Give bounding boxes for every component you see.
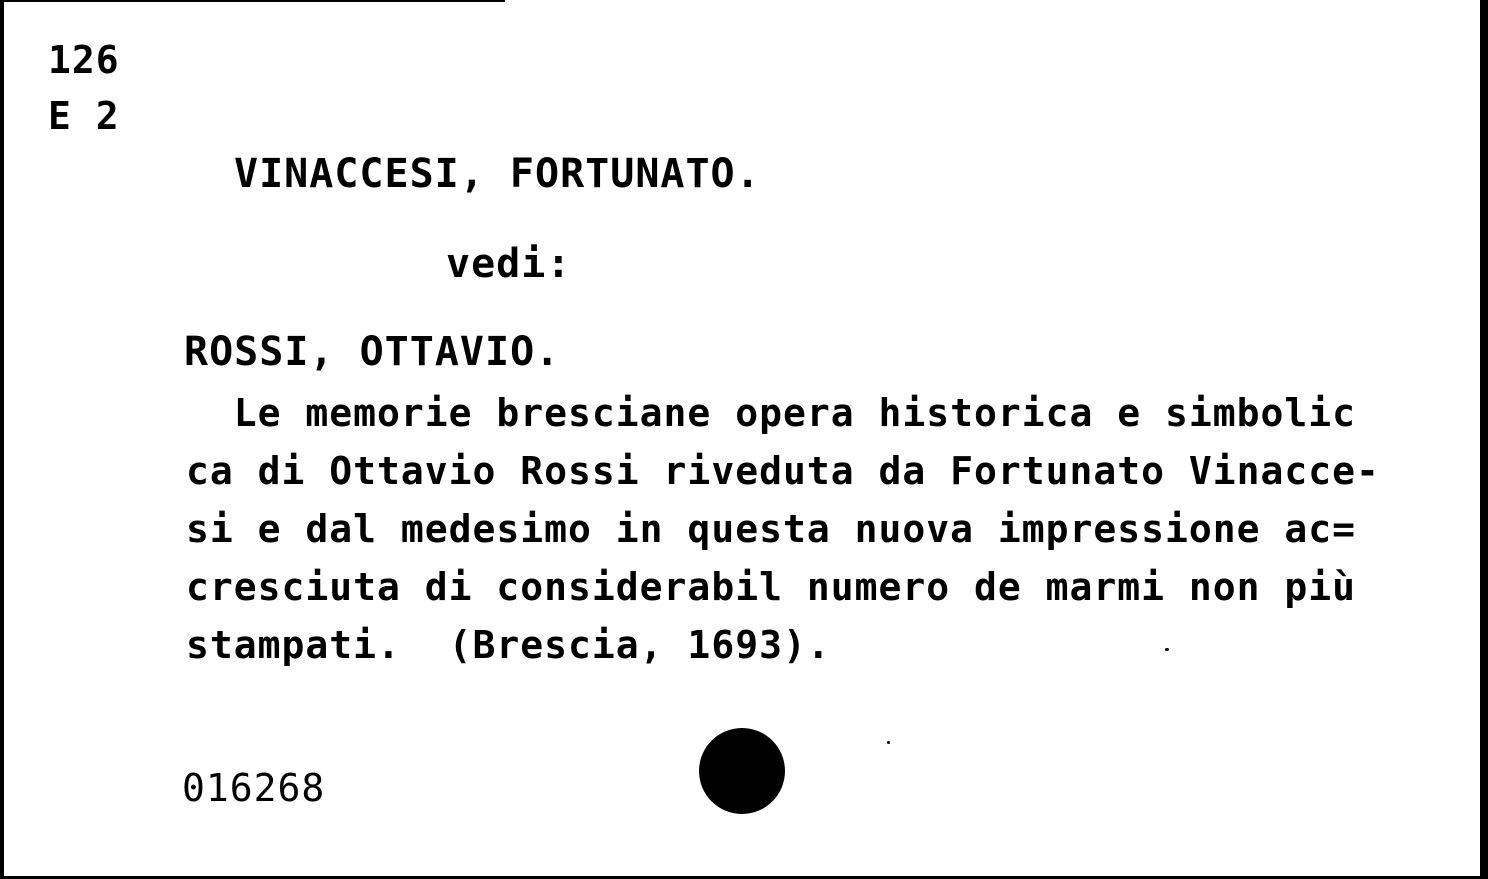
description-line: stampati. (Brescia, 1693). xyxy=(186,623,831,667)
heading-name: VINACCESI, FORTUNATO. xyxy=(234,151,761,197)
call-number-line-1: 126 xyxy=(48,38,120,82)
description-line: cresciuta di considerabil numero de marmi non più xyxy=(186,565,1357,609)
call-number-line-2: E 2 xyxy=(48,94,120,138)
see-reference: vedi: xyxy=(446,241,572,287)
record-number: 016268 xyxy=(182,766,326,810)
card-right-edge xyxy=(1480,0,1488,879)
description-block xyxy=(186,384,1480,674)
ink-speck xyxy=(1165,648,1169,651)
ink-speck xyxy=(887,741,890,744)
description-line: Le memorie bresciane opera historica e simbolic xyxy=(186,391,1357,435)
punch-hole xyxy=(699,728,785,814)
main-entry: ROSSI, OTTAVIO. xyxy=(184,329,561,375)
card-top-edge xyxy=(0,0,505,2)
description-line: ca di Ottavio Rossi riveduta da Fortunato Vinacce- xyxy=(186,449,1380,493)
card-left-edge xyxy=(0,0,4,879)
description-line: si e dal medesimo in questa nuova impressione ac= xyxy=(186,507,1357,551)
